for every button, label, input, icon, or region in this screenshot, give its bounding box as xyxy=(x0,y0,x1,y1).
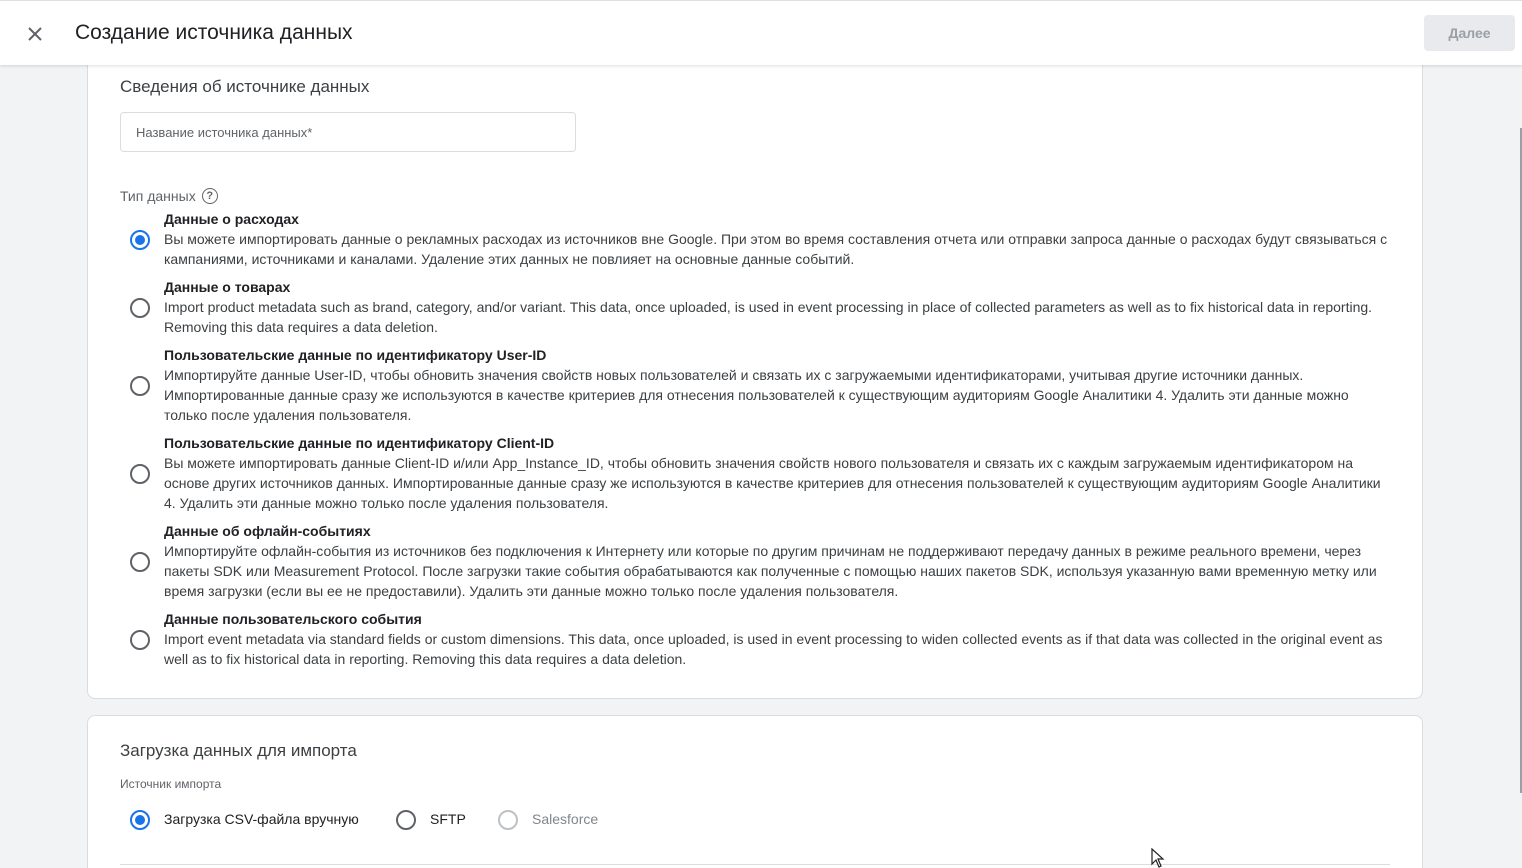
option-desc-user-id-data: Импортируйте данные User-ID, чтобы обновить значения свойств новых пользователей и связать их с загружаемыми идентификаторами, учитывая другие источники данных. Импортированные данные сразу же используются в качестве критериев для отнесения пользователей к существующим аудиториям Google Аналитики 4. Удалить эти данные можно только после удаления пользователя. xyxy=(164,367,1349,423)
option-desc-cost-data: Вы можете импортировать данные о рекламных расходах из источников вне Google. При этом во время составления отчета или отправки запроса данные о расходах будут связываться с кампаниями, источниками и каналами. Удаление этих данных не повлияет на основные данные событий. xyxy=(164,231,1388,267)
radio-cost-data[interactable] xyxy=(130,230,150,250)
option-title-user-id-data: Пользовательские данные по идентификатору User-ID xyxy=(164,347,547,363)
option-title-client-id-data: Пользовательские данные по идентификатору Client-ID xyxy=(164,435,555,451)
top-app-bar xyxy=(0,0,1522,65)
radio-manual-csv[interactable] xyxy=(130,810,150,830)
next-button[interactable]: Далее xyxy=(1424,15,1515,51)
help-icon[interactable]: ? xyxy=(202,188,218,204)
divider xyxy=(120,864,1390,865)
option-desc-offline-events: Импортируйте офлайн-события из источников без подключения к Интернету или которые по другим причинам не поддерживают передачу данных в режиме реального времени, через пакеты SDK или Measurement Protocol. После загрузки такие события обрабатываются как полученные с помощью наших пакетов SDK, используя указанную вами временную метку или время загрузки (если вы ее не предоставили). Удалить эти данные можно только после удаления пользователя. xyxy=(164,543,1377,599)
data-source-name-input[interactable] xyxy=(120,112,576,152)
details-section-title: Сведения об источнике данных xyxy=(120,77,370,96)
option-label-salesforce: Salesforce xyxy=(532,811,599,827)
option-desc-item-data: Import product metadata such as brand, category, and/or variant. This data, once uploaded, is used in event processing in place of collected parameters as well as to fix historical data in reporting. Removing this data requires a data deletion. xyxy=(164,299,1373,335)
option-title-custom-event-data: Данные пользовательского события xyxy=(164,611,422,627)
data-type-label-row xyxy=(120,187,218,204)
upload-section-title: Загрузка данных для импорта xyxy=(120,741,357,760)
radio-custom-event-data[interactable] xyxy=(130,630,150,650)
close-icon xyxy=(27,26,43,42)
radio-salesforce xyxy=(498,810,518,830)
upload-data-card xyxy=(87,715,1423,868)
option-desc-custom-event-data: Import event metadata via standard fields or custom dimensions. This data, once uploaded, is used in event processing to widen collected events as if that data was collected in the original event as well as to fix historical data in reporting. Removing this data requires a data deletion. xyxy=(164,631,1383,667)
data-type-label: Тип данных xyxy=(120,187,196,204)
radio-item-data[interactable] xyxy=(130,298,150,318)
page-title: Создание источника данных xyxy=(75,21,353,44)
option-title-item-data: Данные о товарах xyxy=(164,279,291,295)
radio-client-id-data[interactable] xyxy=(130,464,150,484)
import-source-label: Источник импорта xyxy=(120,777,222,791)
option-title-offline-events: Данные об офлайн-событиях xyxy=(164,523,371,539)
mouse-cursor-icon xyxy=(1151,848,1165,868)
option-desc-client-id-data: Вы можете импортировать данные Client-ID и/или App_Instance_ID, чтобы обновить значения свойств нового пользователя и связать их с каждым загружаемым идентификатором на основе других источников данных. Импортированные данные сразу же используются в качестве критериев для отнесения пользователей к существующим аудиториям Google Аналитики 4. Удалить эти данные можно только после удаления пользователя. xyxy=(164,455,1381,511)
radio-offline-events[interactable] xyxy=(130,552,150,572)
radio-user-id-data[interactable] xyxy=(130,376,150,396)
option-label-sftp: SFTP xyxy=(430,811,466,827)
close-button[interactable] xyxy=(20,19,50,49)
option-label-manual-csv: Загрузка CSV-файла вручную xyxy=(164,811,359,827)
radio-sftp[interactable] xyxy=(396,810,416,830)
option-title-cost-data: Данные о расходах xyxy=(164,211,299,227)
